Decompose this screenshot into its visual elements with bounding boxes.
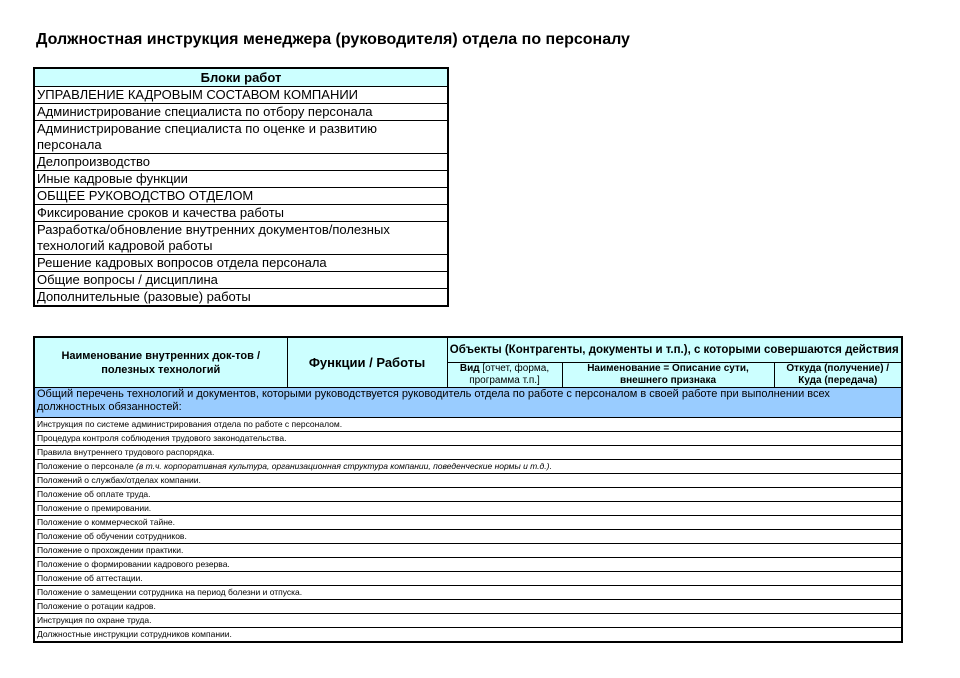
- work-block-item: Решение кадровых вопросов отдела персонала: [34, 255, 448, 272]
- work-block-item: Общие вопросы / дисциплина: [34, 272, 448, 289]
- doc-row: Инструкция по системе администрирования отдела по работе с персоналом.: [34, 418, 902, 432]
- doc-row: Положение о формировании кадрового резерва.: [34, 558, 902, 572]
- page-title: Должностная инструкция менеджера (руководителя) отдела по персоналу: [36, 31, 630, 48]
- doc-row: Правила внутреннего трудового распорядка.: [34, 446, 902, 460]
- doc-row: Положение об оплате труда.: [34, 488, 902, 502]
- col-docs-header: Наименование внутренних док-тов / полезных технологий: [34, 337, 287, 388]
- work-blocks-header: Блоки работ: [34, 68, 448, 87]
- doc-row-text: Положение о персонале: [37, 461, 134, 471]
- work-block-item: ОБЩЕЕ РУКОВОДСТВО ОТДЕЛОМ: [34, 188, 448, 205]
- doc-row: Процедура контроля соблюдения трудового законодательства.: [34, 432, 902, 446]
- doc-row: Положение о премировании.: [34, 502, 902, 516]
- intro-row: Общий перечень технологий и документов, которыми руководствуется руководитель отдела по работе с персоналом в своей работе при выполнении всех должностных обязанностей:: [34, 388, 902, 418]
- sub-name-header: Наименование = Описание сути, внешнего признака: [562, 363, 774, 388]
- doc-row: Положение о персонале (в т.ч. корпоративная культура, организационная структура компании, поведенческие нормы и т.д.).: [34, 460, 902, 474]
- sub-from-to-header: Откуда (получение) / Куда (передача): [774, 363, 902, 388]
- col-objects-header: Объекты (Контрагенты, документы и т.п.), с которыми совершаются действия: [447, 337, 902, 363]
- doc-row: Положение о замещении сотрудника на период болезни и отпуска.: [34, 586, 902, 600]
- doc-row: Положение об аттестации.: [34, 572, 902, 586]
- doc-row: Положение о прохождении практики.: [34, 544, 902, 558]
- work-block-item: УПРАВЛЕНИЕ КАДРОВЫМ СОСТАВОМ КОМПАНИИ: [34, 87, 448, 104]
- work-block-item: Фиксирование сроков и качества работы: [34, 205, 448, 222]
- doc-row: Положение о ротации кадров.: [34, 600, 902, 614]
- doc-row: Должностные инструкции сотрудников компании.: [34, 628, 902, 643]
- work-block-item: Делопроизводство: [34, 154, 448, 171]
- sub-kind-header: [447, 363, 562, 388]
- documents-table: [33, 336, 903, 643]
- work-block-item: Дополнительные (разовые) работы: [34, 289, 448, 307]
- col-functions-header: Функции / Работы: [287, 337, 447, 388]
- work-block-item: Администрирование специалиста по отбору персонала: [34, 104, 448, 121]
- work-block-item: Администрирование специалиста по оценке и развитию персонала: [34, 121, 448, 154]
- work-block-item: Разработка/обновление внутренних документов/полезных технологий кадровой работы: [34, 222, 448, 255]
- doc-row: Положений о службах/отделах компании.: [34, 474, 902, 488]
- doc-row: Положение о коммерческой тайне.: [34, 516, 902, 530]
- sub-kind-rest: [отчет, форма, программа т.п.]: [469, 363, 550, 386]
- doc-row: Инструкция по охране труда.: [34, 614, 902, 628]
- doc-row: Положение об обучении сотрудников.: [34, 530, 902, 544]
- work-blocks-table: [33, 67, 449, 307]
- doc-row-italic-note: (в т.ч. корпоративная культура, организационная структура компании, поведенческие нормы и т.д.): [135, 461, 550, 471]
- sub-kind-bold: Вид: [459, 363, 480, 374]
- work-block-item: Иные кадровые функции: [34, 171, 448, 188]
